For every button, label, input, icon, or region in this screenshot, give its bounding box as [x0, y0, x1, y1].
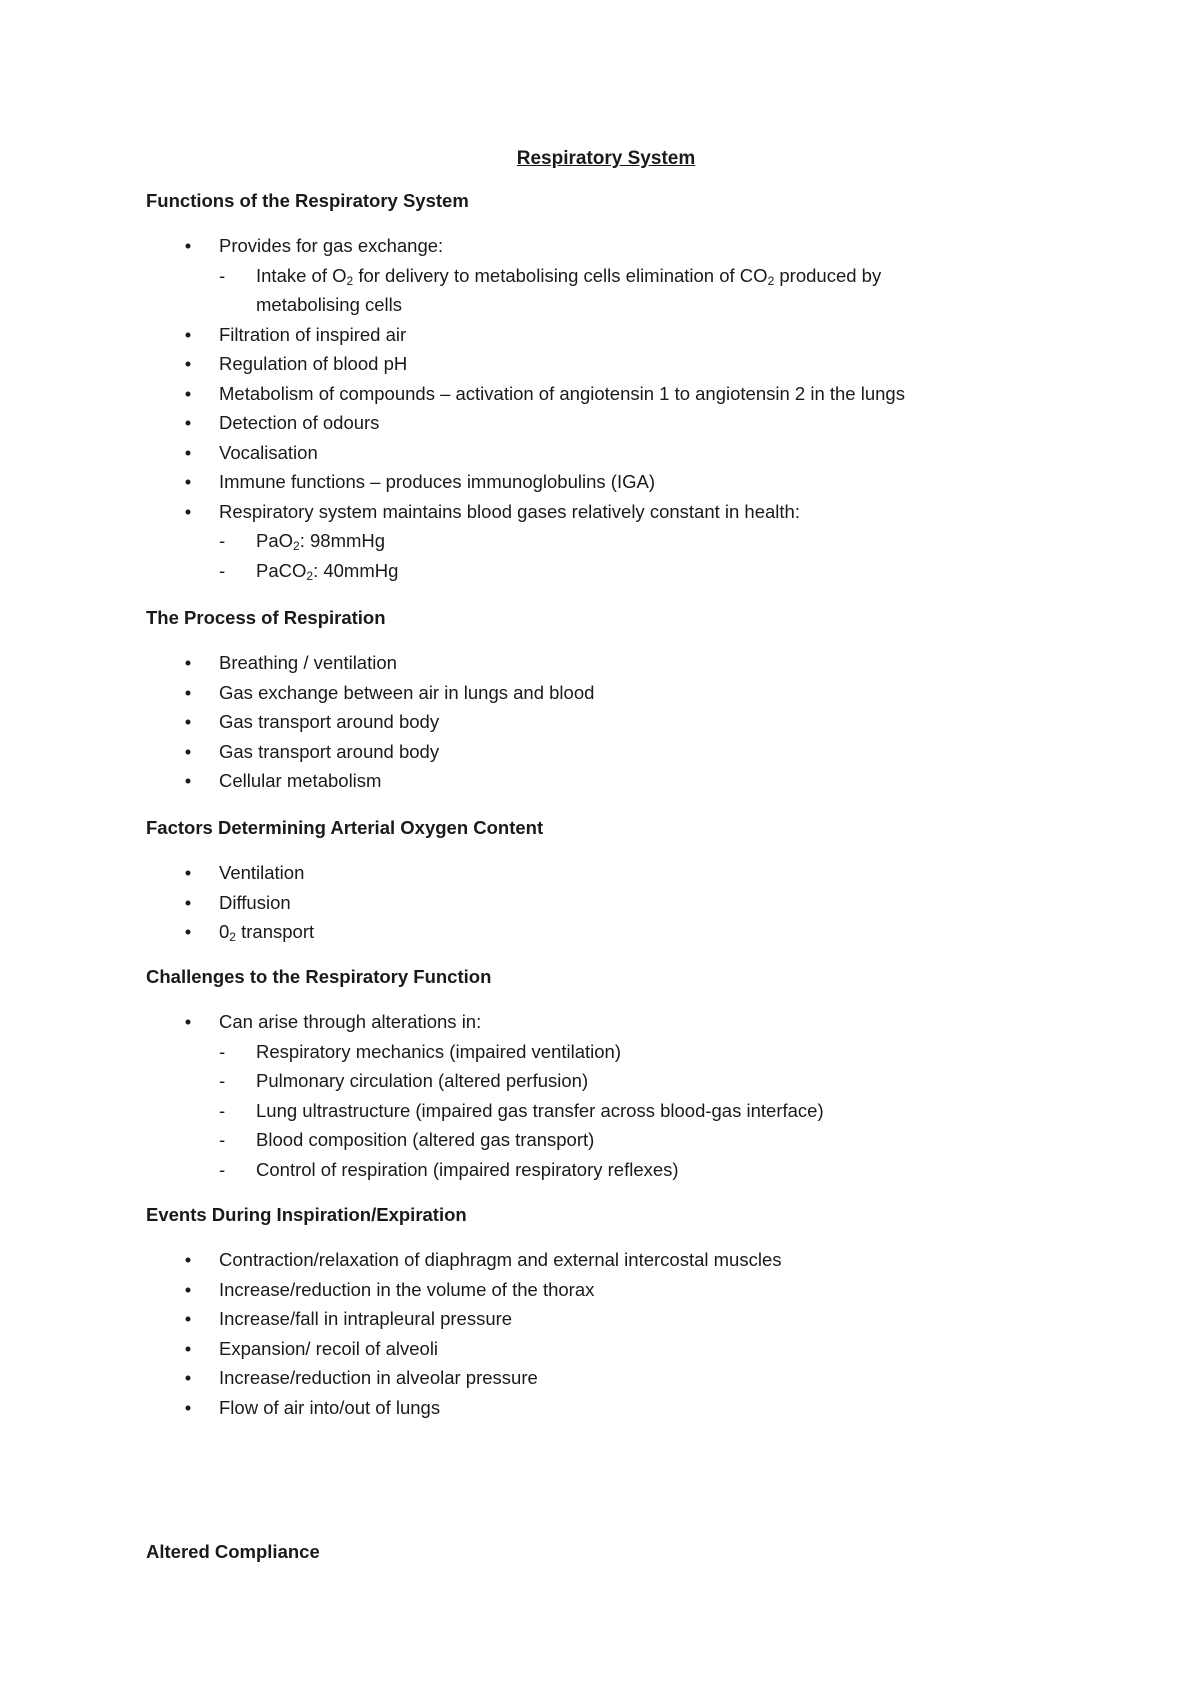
- bullet-icon: •: [184, 1278, 192, 1300]
- bullet-icon: •: [184, 323, 192, 345]
- list-item: • Regulation of blood pH: [146, 349, 1066, 379]
- bullet-list: [146, 1007, 1066, 1184]
- bullet-icon: •: [184, 681, 192, 703]
- bullet-list: [146, 1245, 1066, 1422]
- bullet-list: [146, 858, 1066, 947]
- list-item: • Ventilation: [146, 858, 1066, 888]
- list-item: • Increase/fall in intrapleural pressure: [146, 1304, 1066, 1334]
- bullet-icon: •: [184, 412, 192, 433]
- sub-list-item: - Respiratory mechanics (impaired ventilation): [146, 1037, 1066, 1067]
- bullet-icon: •: [184, 353, 192, 374]
- dash-icon: -: [219, 264, 226, 286]
- list-item: • Gas exchange between air in lungs and blood: [146, 678, 1066, 708]
- bullet-icon: •: [184, 652, 192, 673]
- dash-icon: -: [219, 1099, 226, 1121]
- bullet-icon: •: [184, 921, 192, 942]
- list-item: • Cellular metabolism: [146, 766, 1066, 796]
- bullet-icon: •: [184, 770, 192, 791]
- bullet-icon: •: [184, 471, 192, 492]
- list-item: • Provides for gas exchange:: [146, 231, 1066, 261]
- section-factors: [146, 815, 1066, 947]
- bullet-icon: •: [184, 711, 192, 732]
- section-challenges: [146, 964, 1066, 1184]
- section-heading: Challenges to the Respiratory Function: [146, 966, 492, 987]
- sub-list-item: - Control of respiration (impaired respiratory reflexes): [146, 1155, 1066, 1185]
- bullet-icon: •: [184, 862, 192, 883]
- sub-list-item: - Lung ultrastructure (impaired gas transfer across blood-gas interface): [146, 1096, 1066, 1126]
- dash-icon: -: [219, 1158, 226, 1180]
- sub-list-item: - PaCO$_2$: 40mmHg: [146, 556, 1066, 586]
- list-item: • Filtration of inspired air: [146, 320, 1066, 350]
- section-heading: Altered Compliance: [146, 1541, 320, 1562]
- bullet-icon: •: [184, 891, 192, 913]
- section-heading: Events During Inspiration/Expiration: [146, 1204, 467, 1225]
- sub-list-item-continuation: metabolising cells: [256, 294, 403, 315]
- bullet-icon: •: [184, 441, 192, 463]
- list-item: • Increase/reduction in the volume of the thorax: [146, 1275, 1066, 1305]
- list-item: • Detection of odours: [146, 408, 1066, 438]
- section-heading: The Process of Respiration: [146, 607, 386, 628]
- section-compliance: [146, 1539, 1066, 1582]
- list-item: • Diffusion: [146, 888, 1066, 918]
- list-item: • Flow of air into/out of lungs: [146, 1393, 1066, 1423]
- bullet-icon: •: [184, 235, 192, 256]
- bullet-list: [146, 648, 1066, 796]
- bullet-icon: •: [184, 1249, 192, 1270]
- bullet-icon: •: [184, 740, 192, 762]
- section-heading: Functions of the Respiratory System: [146, 190, 469, 211]
- dash-icon: -: [219, 1040, 226, 1062]
- section-process: [146, 605, 1066, 796]
- list-item: • Can arise through alterations in:: [146, 1007, 1066, 1037]
- dash-icon: -: [219, 559, 226, 581]
- sub-list-item: - Pulmonary circulation (altered perfusion): [146, 1066, 1066, 1096]
- list-item: • Contraction/relaxation of diaphragm and external intercostal muscles: [146, 1245, 1066, 1275]
- list-item: • Gas transport around body: [146, 707, 1066, 737]
- list-item: • Immune functions – produces immunoglobulins (IGA): [146, 467, 1066, 497]
- bullet-icon: •: [184, 1011, 192, 1032]
- list-item: • $0_2$ transport: [146, 917, 1066, 947]
- list-item: • Metabolism of compounds – activation of angiotensin 1 to angiotensin 2 in the lungs: [146, 379, 1066, 409]
- list-item: • Vocalisation: [146, 438, 1066, 468]
- list-item: • Gas transport around body: [146, 737, 1066, 767]
- bullet-list: [146, 231, 1066, 585]
- list-item: • Breathing / ventilation: [146, 648, 1066, 678]
- bullet-icon: •: [184, 1337, 192, 1359]
- dash-icon: -: [219, 1129, 226, 1150]
- section-heading: Factors Determining Arterial Oxygen Content: [146, 817, 544, 838]
- list-item: • Increase/reduction in alveolar pressure: [146, 1363, 1066, 1393]
- bullet-icon: •: [184, 1308, 192, 1329]
- bullet-icon: •: [184, 382, 192, 404]
- section-events: [146, 1202, 1066, 1422]
- dash-icon: -: [219, 530, 226, 551]
- list-item: • Expansion/ recoil of alveoli: [146, 1334, 1066, 1364]
- document-title: Respiratory System: [516, 148, 696, 169]
- section-functions: [146, 188, 1066, 585]
- dash-icon: -: [219, 1070, 226, 1091]
- bullet-icon: •: [184, 1396, 192, 1418]
- list-item: • Respiratory system maintains blood gases relatively constant in health:: [146, 497, 1066, 527]
- sub-list-item: - Intake of $O_2$ for delivery to metabolising cells elimination of $CO_2$ produced by: [146, 261, 1066, 291]
- sub-list-item: - Blood composition (altered gas transport): [146, 1125, 1066, 1155]
- bullet-icon: •: [184, 500, 192, 522]
- sub-list-item: - PaO$_2$: 98mmHg: [146, 526, 1066, 556]
- bullet-icon: •: [184, 1367, 192, 1388]
